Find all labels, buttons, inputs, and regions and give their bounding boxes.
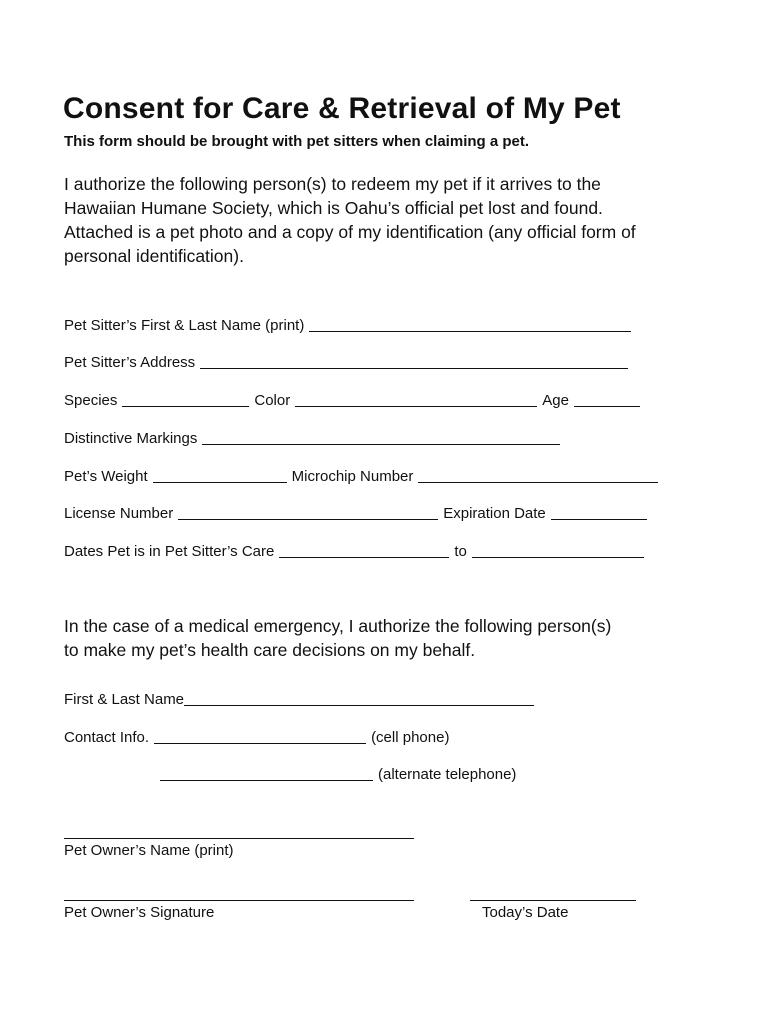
species-label: Species: [64, 392, 118, 409]
species-color-age-row: [64, 387, 645, 409]
pet-sitter-address-label: Pet Sitter’s Address: [64, 354, 196, 371]
weight-microchip-row: [64, 463, 663, 485]
cell-phone-label: (cell phone): [371, 729, 450, 746]
authorization-line: I authorize the following person(s) to redeem my pet if it arrives to the: [64, 174, 601, 194]
authorization-line: Hawaiian Humane Society, which is Oahu’s official pet lost and found.: [64, 198, 603, 218]
contact-info-row: [64, 724, 449, 746]
authorization-paragraph: [64, 172, 636, 268]
todays-date-label: Today’s Date: [482, 904, 569, 921]
cell-phone-field[interactable]: [154, 728, 366, 744]
form-title: Consent for Care & Retrieval of My Pet: [63, 92, 621, 125]
pet-sitter-address-field[interactable]: [200, 353, 628, 369]
expiration-date-label: Expiration Date: [443, 505, 546, 522]
alternate-phone-row: [160, 761, 516, 783]
license-number-field[interactable]: [178, 504, 438, 520]
license-expiration-row: [64, 500, 652, 522]
expiration-date-field[interactable]: [551, 504, 647, 520]
contact-info-label: Contact Info.: [64, 729, 150, 746]
age-label: Age: [542, 392, 569, 409]
emergency-line: to make my pet’s health care decisions on my behalf.: [64, 640, 476, 660]
owner-name-label: Pet Owner’s Name (print): [64, 842, 234, 859]
owner-signature-label: Pet Owner’s Signature: [64, 904, 215, 921]
alternate-phone-field[interactable]: [160, 765, 373, 781]
color-label: Color: [254, 392, 291, 409]
pet-sitter-name-field[interactable]: [309, 316, 631, 332]
owner-signature-field[interactable]: [64, 900, 414, 901]
emergency-name-label: First & Last Name: [64, 691, 185, 708]
color-field[interactable]: [295, 391, 537, 407]
age-field[interactable]: [574, 391, 640, 407]
pet-sitter-address-row: [64, 349, 633, 371]
distinctive-markings-label: Distinctive Markings: [64, 430, 198, 447]
alternate-phone-label: (alternate telephone): [378, 766, 517, 783]
care-dates-row: [64, 538, 649, 560]
emergency-name-field[interactable]: [184, 690, 534, 706]
care-end-date-field[interactable]: [472, 542, 644, 558]
form-subtitle: This form should be brought with pet sitters when claiming a pet.: [64, 133, 530, 150]
pet-weight-field[interactable]: [153, 467, 287, 483]
emergency-line: In the case of a medical emergency, I authorize the following person(s): [64, 616, 612, 636]
pet-weight-label: Pet’s Weight: [64, 468, 148, 485]
authorization-line: Attached is a pet photo and a copy of my identification (any official form of: [64, 222, 636, 242]
emergency-name-row: [64, 686, 539, 708]
microchip-number-label: Microchip Number: [291, 468, 414, 485]
license-number-label: License Number: [64, 505, 174, 522]
species-field[interactable]: [122, 391, 249, 407]
distinctive-markings-field[interactable]: [202, 429, 560, 445]
care-dates-to-label: to: [454, 543, 467, 560]
distinctive-markings-row: [64, 425, 565, 447]
microchip-number-field[interactable]: [418, 467, 658, 483]
care-dates-label: Dates Pet is in Pet Sitter’s Care: [64, 543, 275, 560]
pet-sitter-name-label: Pet Sitter’s First & Last Name (print): [64, 317, 305, 334]
care-start-date-field[interactable]: [279, 542, 449, 558]
authorization-line: personal identification).: [64, 246, 244, 266]
owner-name-field[interactable]: [64, 838, 414, 839]
pet-sitter-name-row: [64, 312, 636, 334]
todays-date-field[interactable]: [470, 900, 636, 901]
emergency-paragraph: [64, 614, 611, 662]
